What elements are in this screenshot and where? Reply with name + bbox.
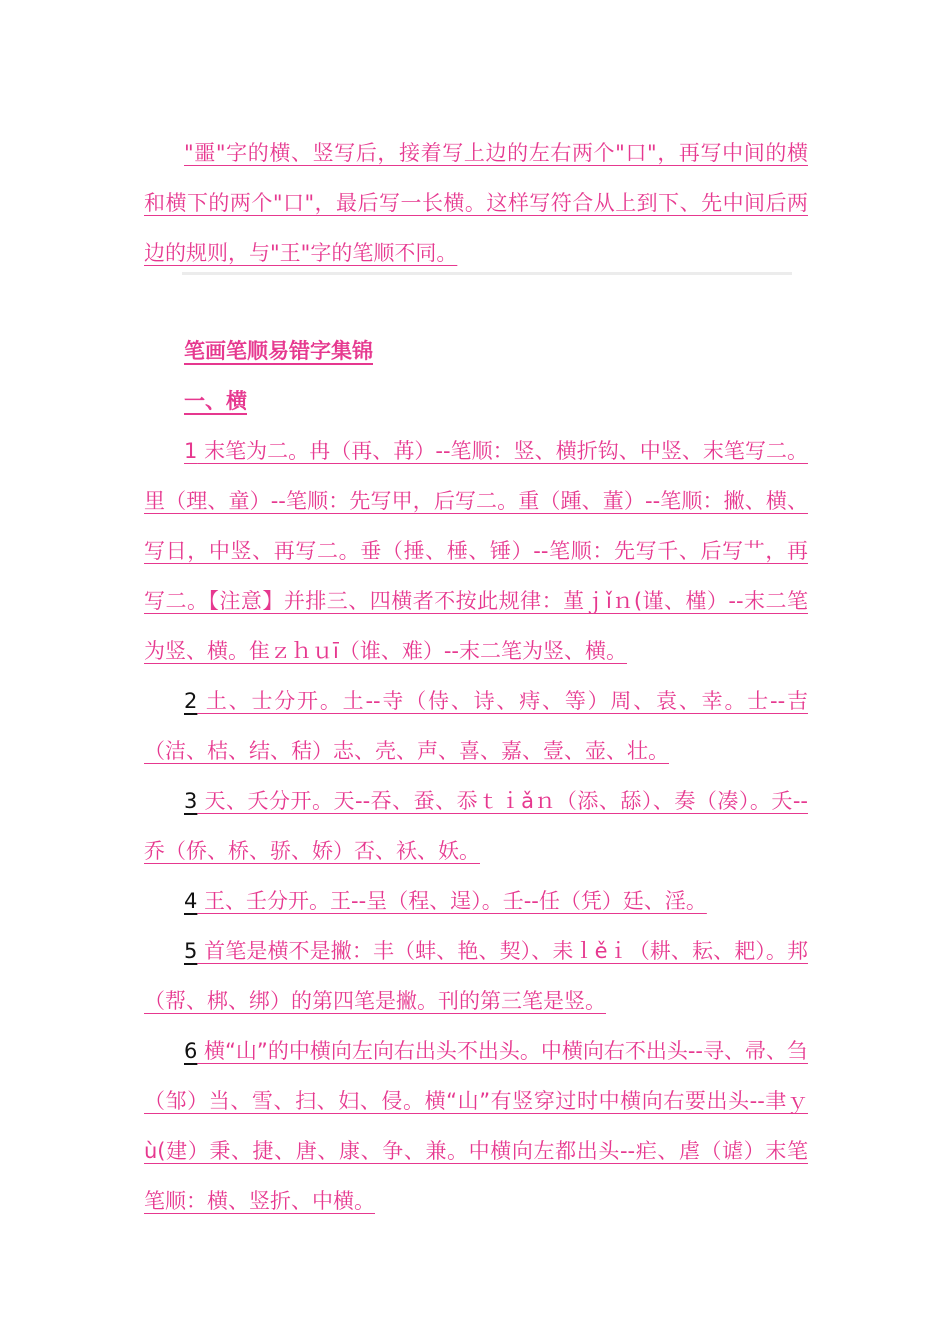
list-item [144,426,808,676]
divider [182,272,792,275]
item-text: 天、夭分开。天--吞、蚕、忝ｔｉǎｎ（添、舔）、奏（凑）。夭--乔（侨、桥、骄、娇）否、袄、妖。 [144,789,808,863]
doc-title: 笔画笔顺易错字集锦 [184,339,373,363]
item-number: 4 [184,889,198,913]
section-heading: 一、横 [184,389,247,413]
item-number: 2 [184,689,198,713]
list-item [144,926,808,1026]
item-text: 土、士分开。土--寺（侍、诗、痔、等）周、袁、幸。士--吉（洁、桔、结、秸）志、壳、声、喜、嘉、壹、壶、壮。 [144,689,808,763]
list-item [144,876,808,926]
item-number: 5 [184,939,198,963]
intro-text: "噩"字的横、竖写后，接着写上边的左右两个"口"，再写中间的横和横下的两个"口"，最后写一长横。这样写符合从上到下、先中间后两边的规则，与"王"字的笔顺不同。 [144,141,808,265]
item-text: 横“山”的中横向左向右出头不出头。中横向右不出头--寻、帚、刍（邹）当、雪、扫、妇、侵。横“山”有竖穿过时中横向右要出头--聿ｙù(建）秉、捷、唐、康、争、兼。中横向左都出头--疟、虐（谑）末笔笔顺：横、竖折、中横。 [144,1039,808,1213]
item-text: 王、壬分开。王--呈（程、逞）。壬--任（凭）廷、淫。 [197,889,707,913]
item-text: 末笔为二。冉（再、苒）--笔顺：竖、横折钩、中竖、末笔写二。里（理、童）--笔顺：先写甲，后写二。重（踵、董）--笔顺：撇、横、写日，中竖、再写二。垂（捶、棰、锤）--笔顺：先写千、后写艹，再写二。【注意】并排三、四横者不按此规律：堇ｊǐｎ(谨、槿）--末二笔为竖、横。隹ｚｈｕī（谁、难）--末二笔为竖、横。 [144,439,808,663]
list-item [144,776,808,876]
list-item [144,676,808,776]
item-text: 首笔是横不是撇：丰（蚌、艳、契）、耒ｌěｉ（耕、耘、耙）。邦（帮、梆、绑）的第四笔是撇。刊的第三笔是竖。 [144,939,808,1013]
item-number: 3 [184,789,198,813]
intro-paragraph [144,128,808,278]
item-number: 6 [184,1039,198,1063]
list-item [144,1026,808,1226]
item-number: 1 [184,439,198,463]
